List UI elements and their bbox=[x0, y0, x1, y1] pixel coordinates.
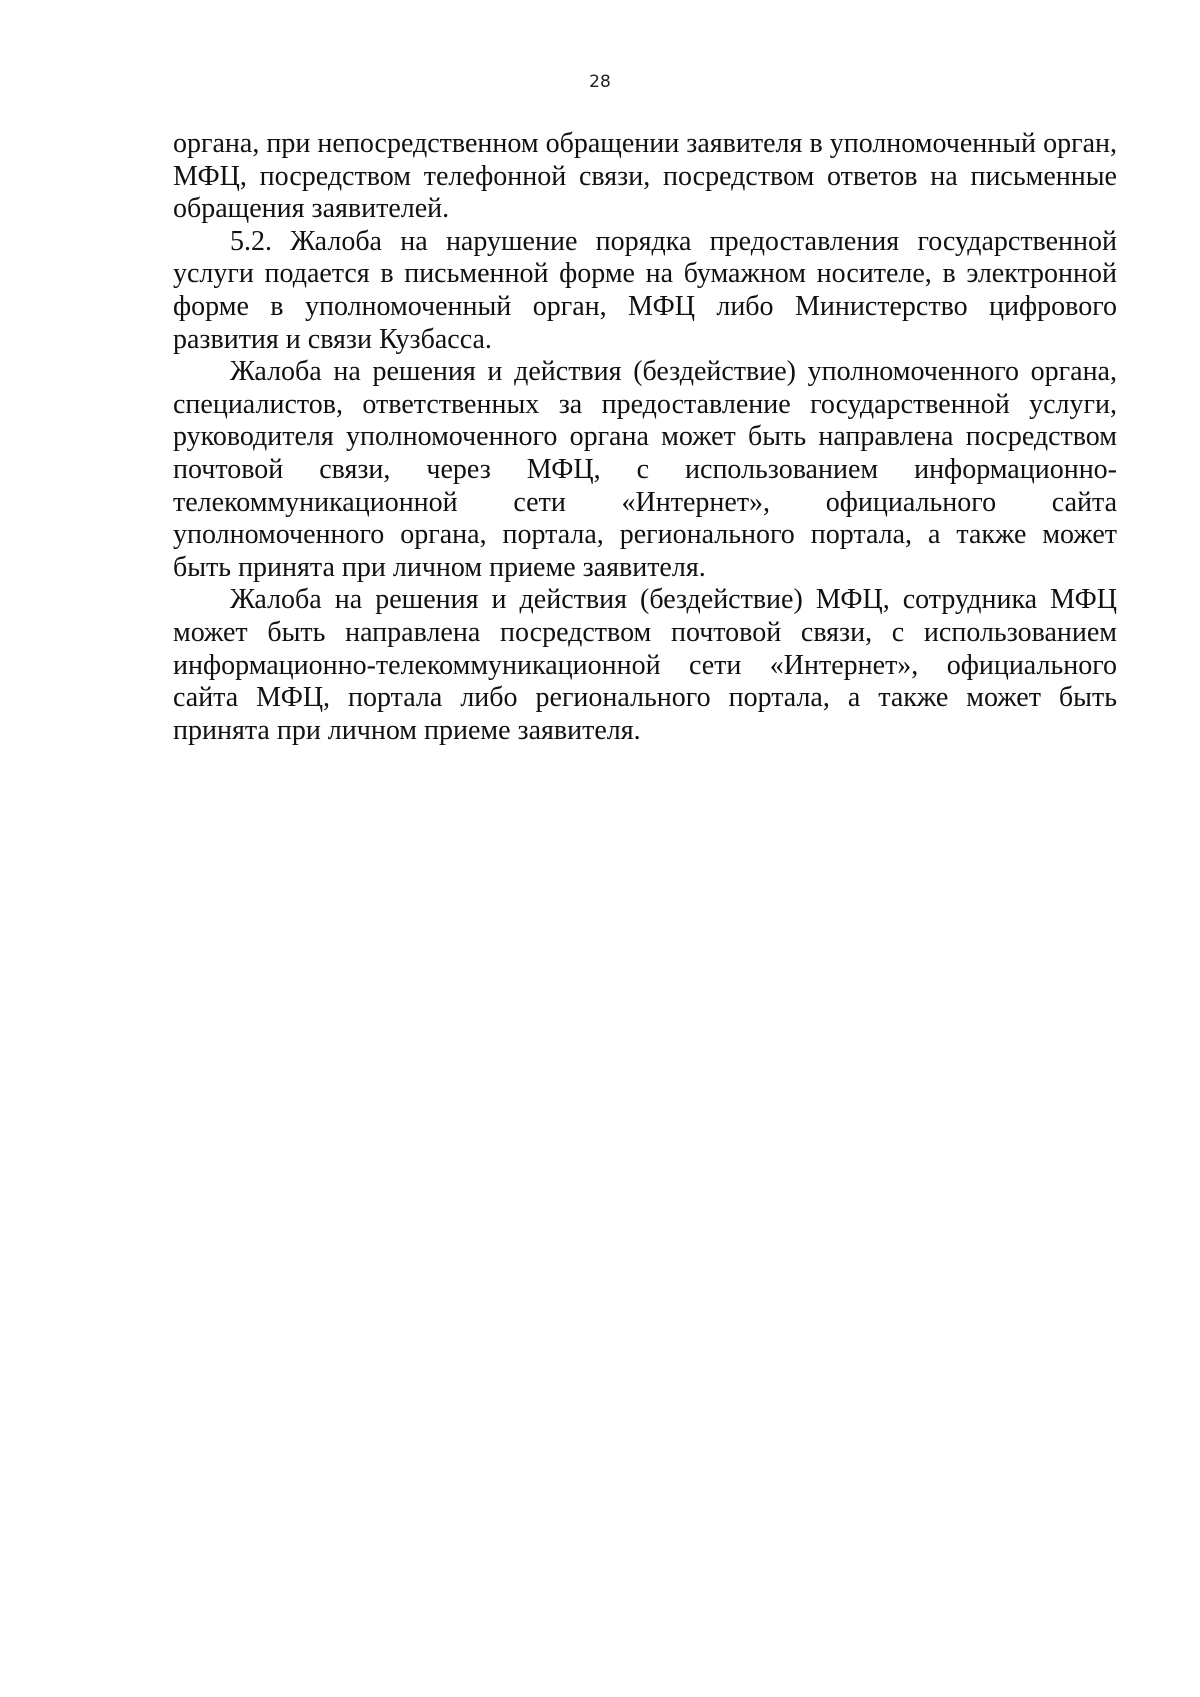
paragraph-complaint-mfc: Жалоба на решения и действия (бездействие) МФЦ, сотрудника МФЦ может быть направлена посредством почтовой связи, с использованием информационно-телекоммуникационной сети «Интернет», официального сайта МФЦ, портала либо регионального портала, а также может быть принята при личном приеме заявителя. bbox=[173, 584, 1117, 746]
paragraph-5-2: 5.2. Жалоба на нарушение порядка предоставления государственной услуги подается в письменной форме на бумажном носителе, в электронной форме в уполномоченный орган, МФЦ либо Министерство цифрового развития и связи Кузбасса. bbox=[173, 225, 1117, 355]
paragraph-complaint-authority: Жалоба на решения и действия (бездействие) уполномоченного органа, специалистов, ответственных за предоставление государственной услуги, руководителя уполномоченного органа может быть направлена посредством почтовой связи, через МФЦ, с использованием информационно-телекоммуникационной сети «Интернет», официального сайта уполномоченного органа, портала, регионального портала, а также может быть принята при личном приеме заявителя. bbox=[173, 356, 1117, 583]
paragraph-continuation: органа, при непосредственном обращении заявителя в уполномоченный орган, МФЦ, посредством телефонной связи, посредством ответов на письменные обращения заявителей. bbox=[173, 128, 1117, 225]
document-body bbox=[173, 128, 1117, 747]
page-number: 28 bbox=[589, 72, 611, 92]
